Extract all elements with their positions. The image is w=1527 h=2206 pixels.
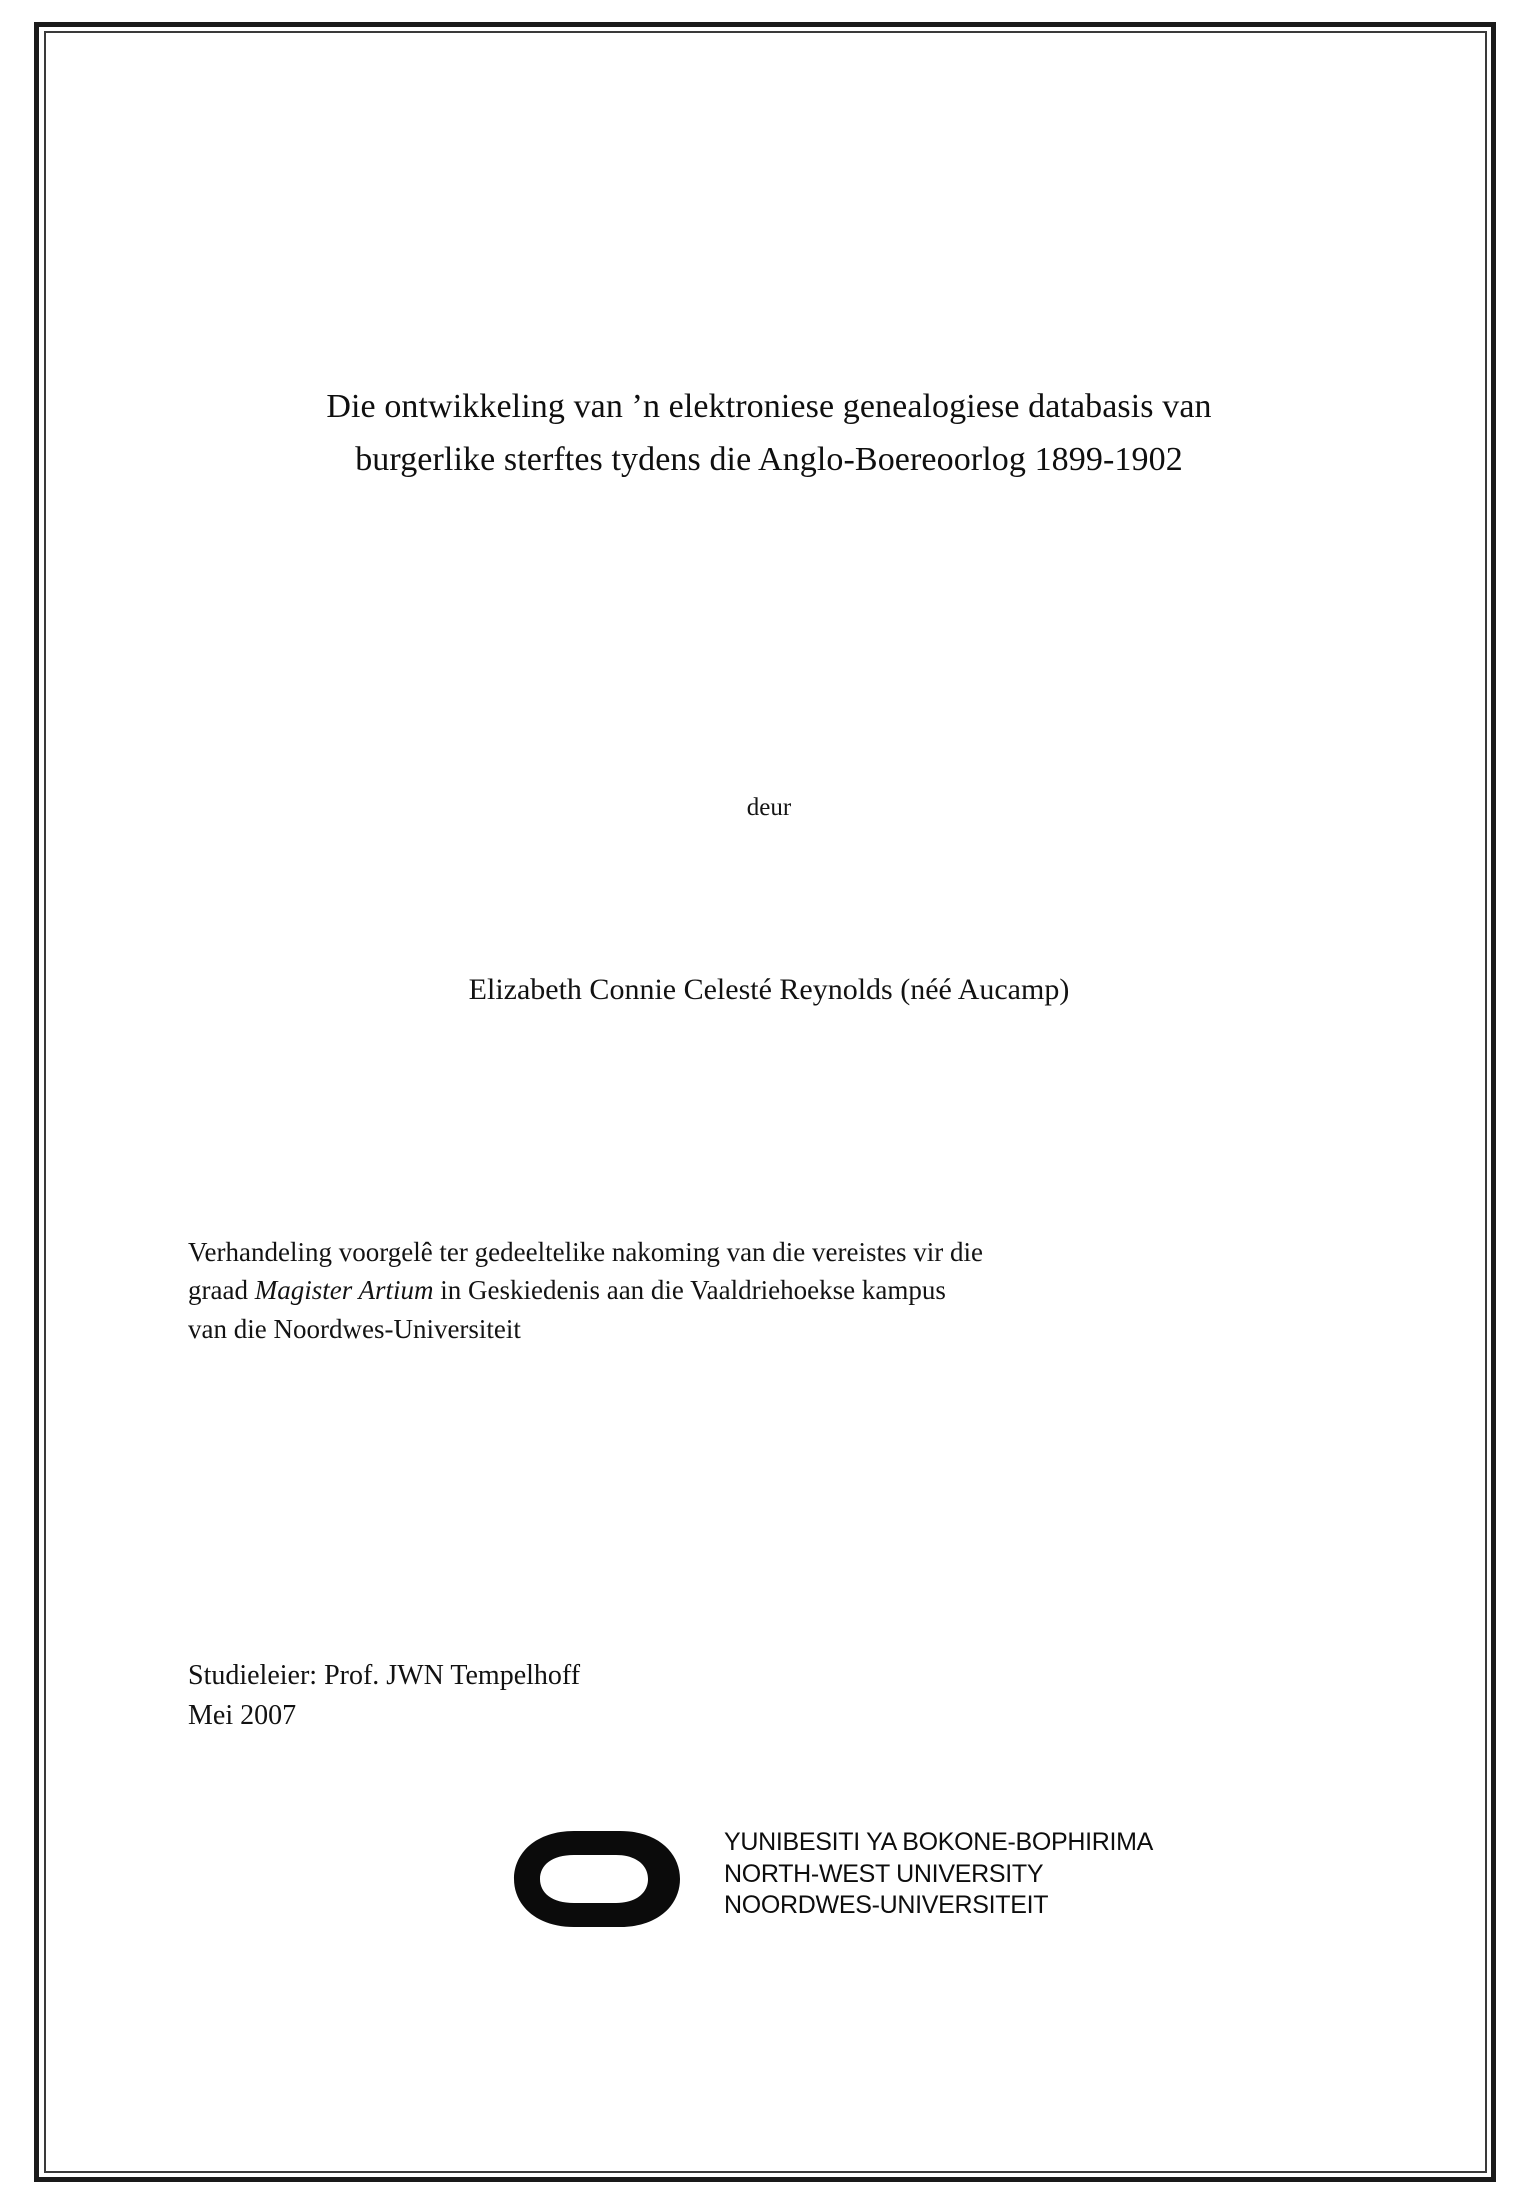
title-page-content xyxy=(44,31,1487,2173)
university-logo-text xyxy=(724,1827,1153,1922)
author-name: Elizabeth Connie Celesté Reynolds (néé Aucamp) xyxy=(468,973,1070,1006)
degree-statement-line-1: Verhandeling voorgelê ter gedeeltelike nakoming van die vereistes vir die xyxy=(188,1237,983,1267)
title-line-1: Die ontwikkeling van ’n elektroniese genealogiese databasis van xyxy=(326,388,1212,425)
supervisor-line: Studieleier: Prof. JWN Tempelhoff xyxy=(188,1660,581,1691)
logo-text-line-1: YUNIBESITI YA BOKONE-BOPHIRIMA xyxy=(724,1828,1154,1856)
degree-statement xyxy=(188,1233,1314,1348)
degree-statement-line-2-prefix: graad xyxy=(188,1275,255,1306)
title-line-2: burgerlike sterftes tydens die Anglo-Boereoorlog 1899-1902 xyxy=(355,440,1183,478)
logo-text-line-3: NOORDWES-UNIVERSITEIT xyxy=(724,1891,1049,1919)
page-title xyxy=(184,381,1354,486)
university-logo xyxy=(474,1821,1154,1941)
degree-statement-line-2 xyxy=(188,1271,1314,1309)
north-west-university-logo-icon xyxy=(504,1823,704,1935)
date-line: Mei 2007 xyxy=(188,1699,297,1731)
supervisor-block xyxy=(188,1656,1088,1736)
by-word: deur xyxy=(746,794,792,821)
degree-statement-line-3: van die Noordwes-Universiteit xyxy=(188,1313,521,1344)
degree-statement-line-2-suffix: in Geskiedenis aan die Vaaldriehoekse kampus xyxy=(433,1275,946,1306)
logo-text-line-2: NORTH-WEST UNIVERSITY xyxy=(724,1859,1044,1888)
degree-name-italic: Magister Artium xyxy=(254,1275,434,1306)
